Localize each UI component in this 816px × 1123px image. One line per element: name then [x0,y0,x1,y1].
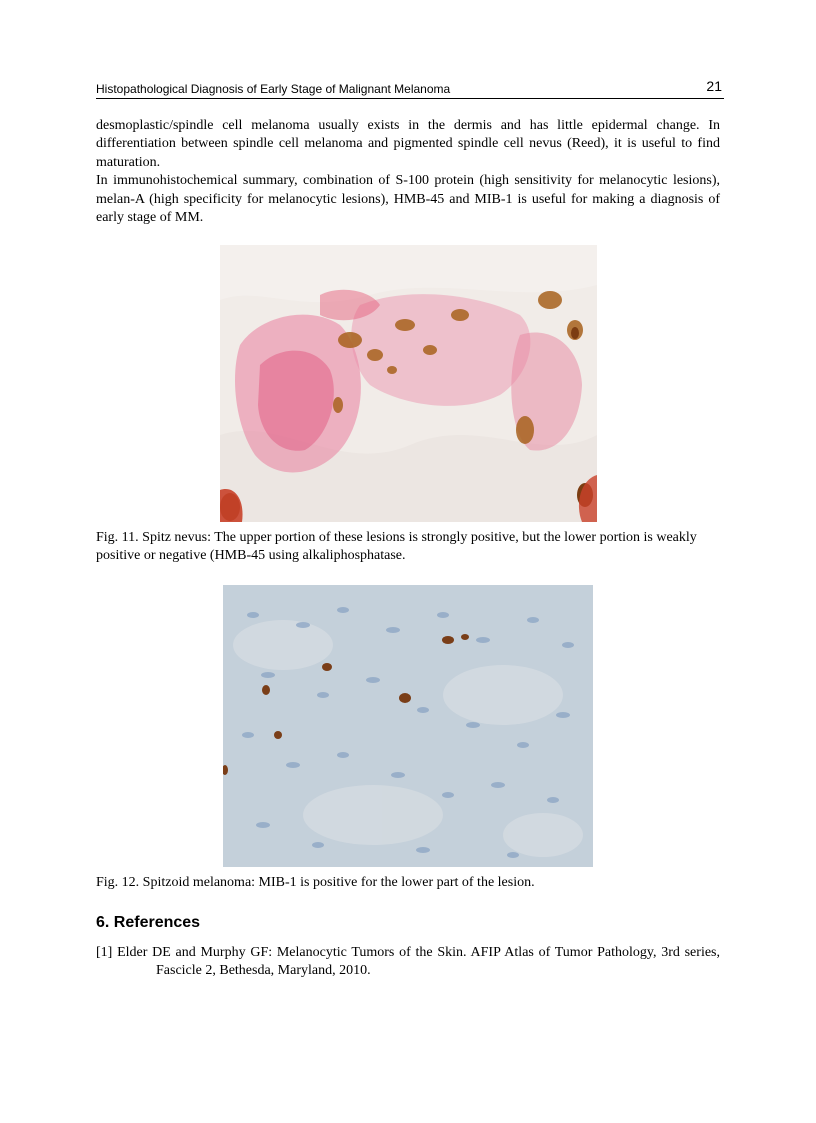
reference-item: [1] Elder DE and Murphy GF: Melanocytic Tumors of the Skin. AFIP Atlas of Tumor Pathology, 3rd series, Fascicle 2, Bethesda, Maryland, 2010. [96,945,720,979]
figure-caption: Fig. 12. Spitzoid melanoma: MIB-1 is positive for the lower part of the lesion. [96,875,535,890]
paragraph: desmoplastic/spindle cell melanoma usually exists in the dermis and has little epidermal change. In differentiation between spindle cell melanoma and pigmented spindle cell nevus (Reed), it is useful to find maturation. [96,118,720,170]
section-heading: 6. References [96,914,201,931]
fig12-micrograph [223,585,593,867]
fig11-micrograph [220,245,597,522]
paragraph: In immunohistochemical summary, combination of S-100 protein (high sensitivity for melanocytic lesions), melan-A (high specificity for melanocytic lesions), HMB-45 and MIB-1 is useful for making a diagnosis of early stage of MM. [96,173,720,226]
running-header [96,78,724,99]
page-number: 21 [706,78,722,94]
body-text [96,117,720,227]
figure-caption: Fig. 11. Spitz nevus: The upper portion of these lesions is strongly positive, but the lower portion is weakly positive or negative (HMB-45 using alkaliphosphatase. [96,530,697,564]
running-title: Histopathological Diagnosis of Early Stage of Malignant Melanoma [96,82,451,96]
